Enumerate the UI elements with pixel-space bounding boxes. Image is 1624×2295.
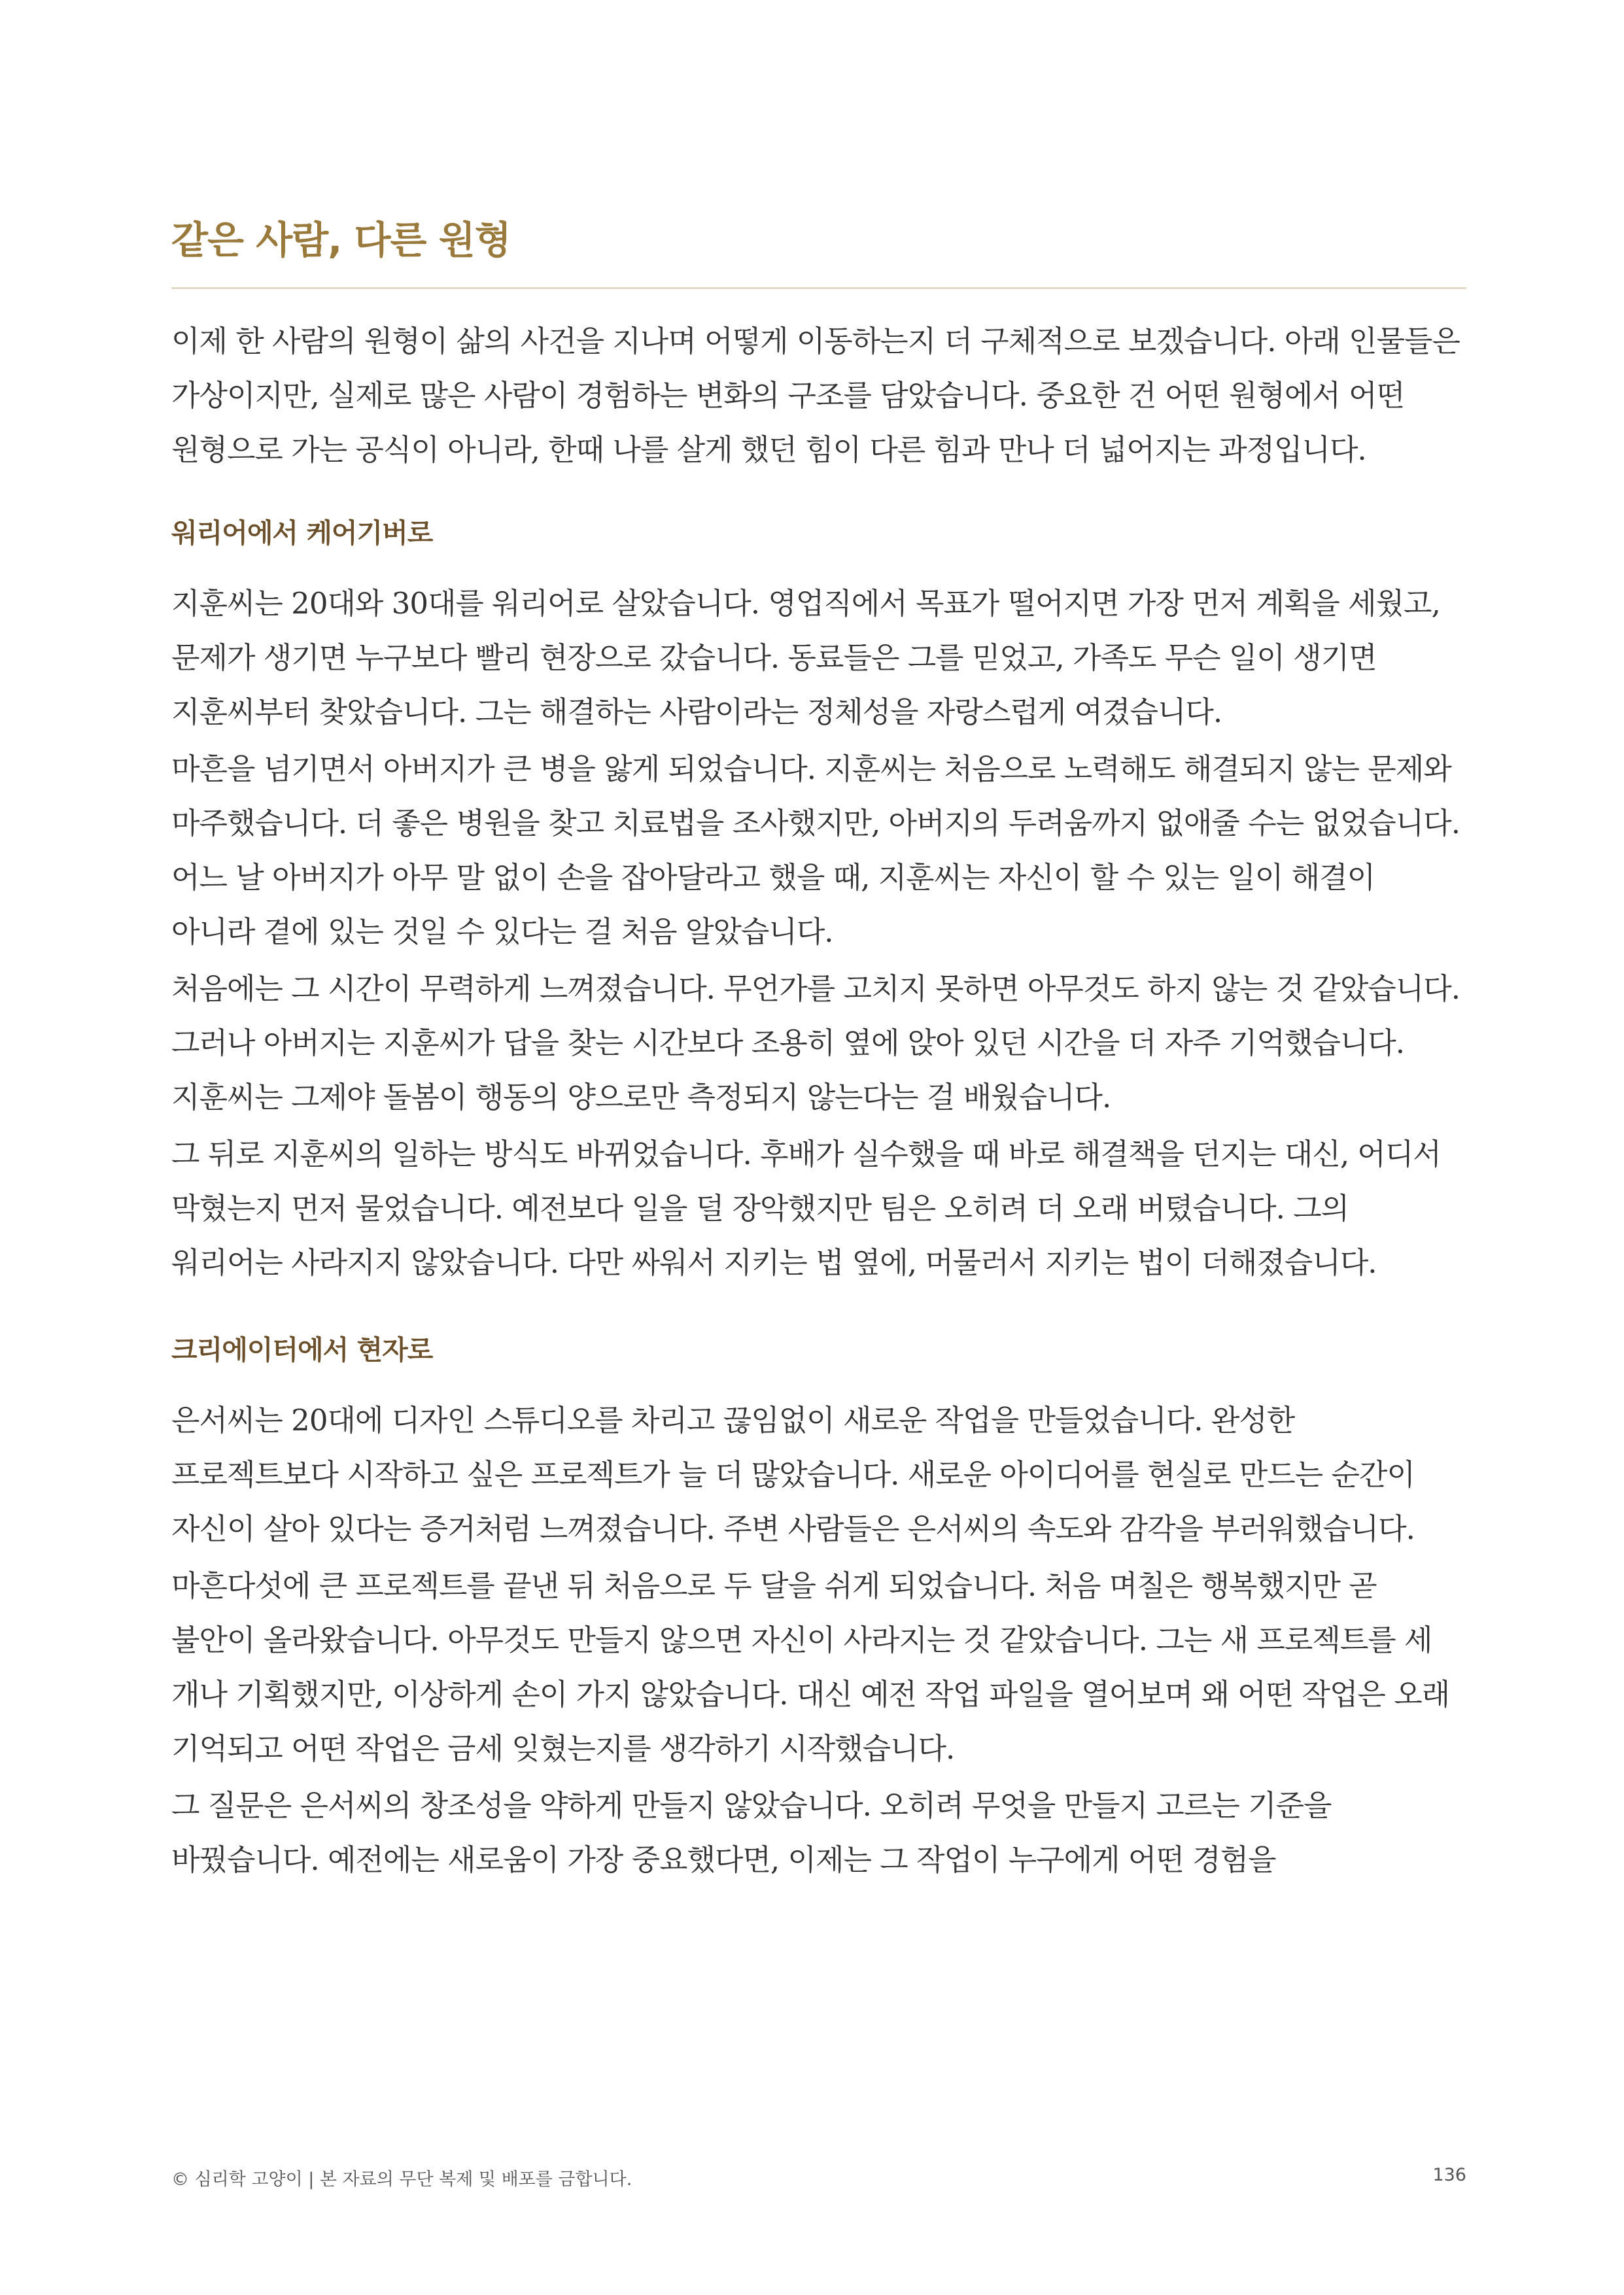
copyright-notice: © 심리학 고양이 | 본 자료의 무단 복제 및 배포를 금합니다. xyxy=(171,2169,632,2190)
page-content xyxy=(171,216,1466,1887)
page-title: 같은 사람, 다른 원형 xyxy=(171,218,511,262)
title-divider xyxy=(171,287,1466,289)
intro-paragraph: 이제 한 사람의 원형이 삶의 사건을 지나며 어떻게 이동하는지 더 구체적으로 보겠습니다. 아래 인물들은 가상이지만, 실제로 많은 사람이 경험하는 변화의 구조를 담았습니다. 중요한 건 어떤 원형에서 어떤 원형으로 가는 공식이 아니라, 한때 나를 살게 했던 힘이 다른 힘과 만나 더 넓어지는 과정입니다. xyxy=(171,324,1460,468)
section-heading-warrior-to-caregiver: 워리어에서 케어기버로 xyxy=(171,517,433,549)
section-heading-creator-to-sage: 크리에이터에서 현자로 xyxy=(171,1334,433,1366)
body-paragraph: 마흔을 넘기면서 아버지가 큰 병을 앓게 되었습니다. 지훈씨는 처음으로 노력해도 해결되지 않는 문제와 마주했습니다. 더 좋은 병원을 찾고 치료법을 조사했지만, 아버지의 두려움까지 없애줄 수는 없었습니다. 어느 날 아버지가 아무 말 없이 손을 잡아달라고 했을 때, 지훈씨는 자신이 할 수 있는 일이 해결이 아니라 곁에 있는 것일 수 있다는 걸 처음 알았습니다. xyxy=(171,751,1460,950)
section-body-warrior-to-caregiver xyxy=(171,576,1466,1290)
body-paragraph: 그 뒤로 지훈씨의 일하는 방식도 바뀌었습니다. 후배가 실수했을 때 바로 해결책을 던지는 대신, 어디서 막혔는지 먼저 물었습니다. 예전보다 일을 덜 장악했지만 팀은 오히려 더 오래 버텼습니다. 그의 워리어는 사라지지 않았습니다. 다만 싸워서 지키는 법 옆에, 머물러서 지키는 법이 더해졌습니다. xyxy=(171,1137,1441,1281)
body-paragraph: 마흔다섯에 큰 프로젝트를 끝낸 뒤 처음으로 두 달을 쉬게 되었습니다. 처음 며칠은 행복했지만 곧 불안이 올라왔습니다. 아무것도 만들지 않으면 자신이 사라지는 것 같았습니다. 그는 새 프로젝트를 세 개나 기획했지만, 이상하게 손이 가지 않았습니다. 대신 예전 작업 파일을 열어보며 왜 어떤 작업은 오래 기억되고 어떤 작업은 금세 잊혔는지를 생각하기 시작했습니다. xyxy=(171,1568,1450,1767)
body-paragraph: 처음에는 그 시간이 무력하게 느껴졌습니다. 무언가를 고치지 못하면 아무것도 하지 않는 것 같았습니다. 그러나 아버지는 지훈씨가 답을 찾는 시간보다 조용히 옆에 앉아 있던 시간을 더 자주 기억했습니다. 지훈씨는 그제야 돌봄이 행동의 양으로만 측정되지 않는다는 걸 배웠습니다. xyxy=(171,971,1460,1115)
body-paragraph: 지훈씨는 20대와 30대를 워리어로 살았습니다. 영업직에서 목표가 떨어지면 가장 먼저 계획을 세웠고, 문제가 생기면 누구보다 빨리 현장으로 갔습니다. 동료들은 그를 믿었고, 가족도 무슨 일이 생기면 지훈씨부터 찾았습니다. 그는 해결하는 사람이라는 정체성을 자랑스럽게 여겼습니다. xyxy=(171,586,1440,730)
section-body-creator-to-sage xyxy=(171,1393,1466,1887)
body-paragraph: 그 질문은 은서씨의 창조성을 약하게 만들지 않았습니다. 오히려 무엇을 만들지 고르는 기준을 바꿨습니다. 예전에는 새로움이 가장 중요했다면, 이제는 그 작업이 누구에게 어떤 경험을 xyxy=(171,1788,1332,1878)
body-paragraph: 은서씨는 20대에 디자인 스튜디오를 차리고 끊임없이 새로운 작업을 만들었습니다. 완성한 프로젝트보다 시작하고 싶은 프로젝트가 늘 더 많았습니다. 새로운 아이디어를 현실로 만드는 순간이 자신이 살아 있다는 증거처럼 느껴졌습니다. 주변 사람들은 은서씨의 속도와 감각을 부러워했습니다. xyxy=(171,1403,1415,1547)
page-number: 136 xyxy=(1432,2165,1466,2185)
